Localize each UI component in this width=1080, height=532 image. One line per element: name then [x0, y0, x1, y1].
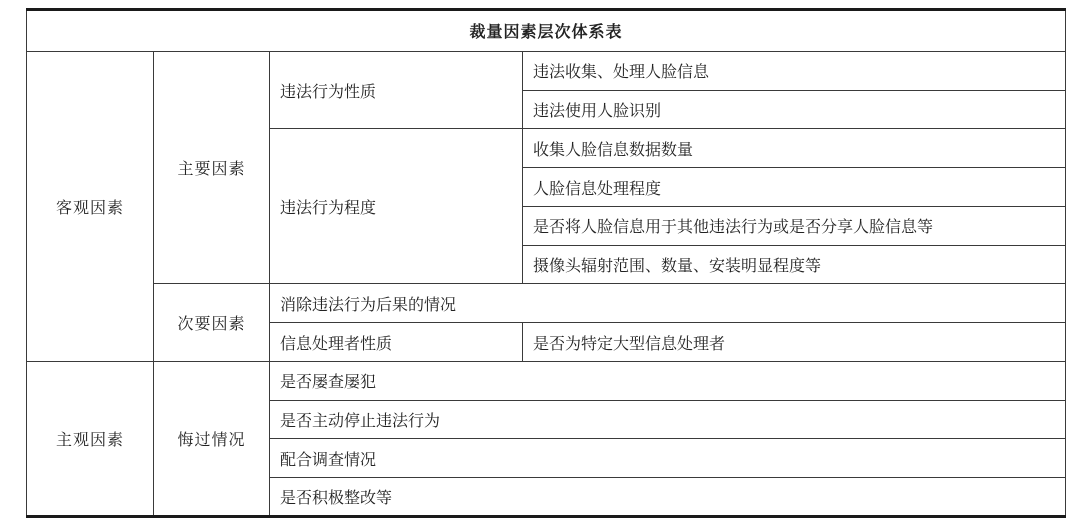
table-cell: 消除违法行为后果的情况: [270, 284, 1066, 323]
main-factors-cell: 主要因素: [154, 51, 270, 284]
table-cell: 是否为特定大型信息处理者: [523, 323, 1066, 362]
table-cell: 配合调查情况: [270, 439, 1066, 478]
table-cell: 摄像头辐射范围、数量、安装明显程度等: [523, 245, 1066, 284]
subjective-factors-cell: 主观因素: [27, 361, 154, 516]
table-cell: 收集人脸信息数据数量: [523, 129, 1066, 168]
table-cell: 违法收集、处理人脸信息: [523, 51, 1066, 90]
objective-factors-cell: 客观因素: [27, 51, 154, 361]
table-row: [27, 51, 1066, 90]
table-title-row: [27, 10, 1066, 52]
table-cell: 违法使用人脸识别: [523, 90, 1066, 129]
repentance-cell: 悔过情况: [154, 361, 270, 516]
table-row: [27, 361, 1066, 400]
table-cell: 是否主动停止违法行为: [270, 400, 1066, 439]
secondary-factors-cell: 次要因素: [154, 284, 270, 362]
table-cell: 是否屡查屡犯: [270, 361, 1066, 400]
table-title: 裁量因素层次体系表: [27, 10, 1066, 52]
processor-nature-cell: 信息处理者性质: [270, 323, 523, 362]
factor-hierarchy-table: [26, 8, 1066, 518]
table-cell: 是否将人脸信息用于其他违法行为或是否分享人脸信息等: [523, 206, 1066, 245]
table-row: [27, 284, 1066, 323]
table-cell: 人脸信息处理程度: [523, 168, 1066, 207]
table-cell: 是否积极整改等: [270, 478, 1066, 517]
violation-degree-cell: 违法行为程度: [270, 129, 523, 284]
violation-nature-cell: 违法行为性质: [270, 51, 523, 129]
